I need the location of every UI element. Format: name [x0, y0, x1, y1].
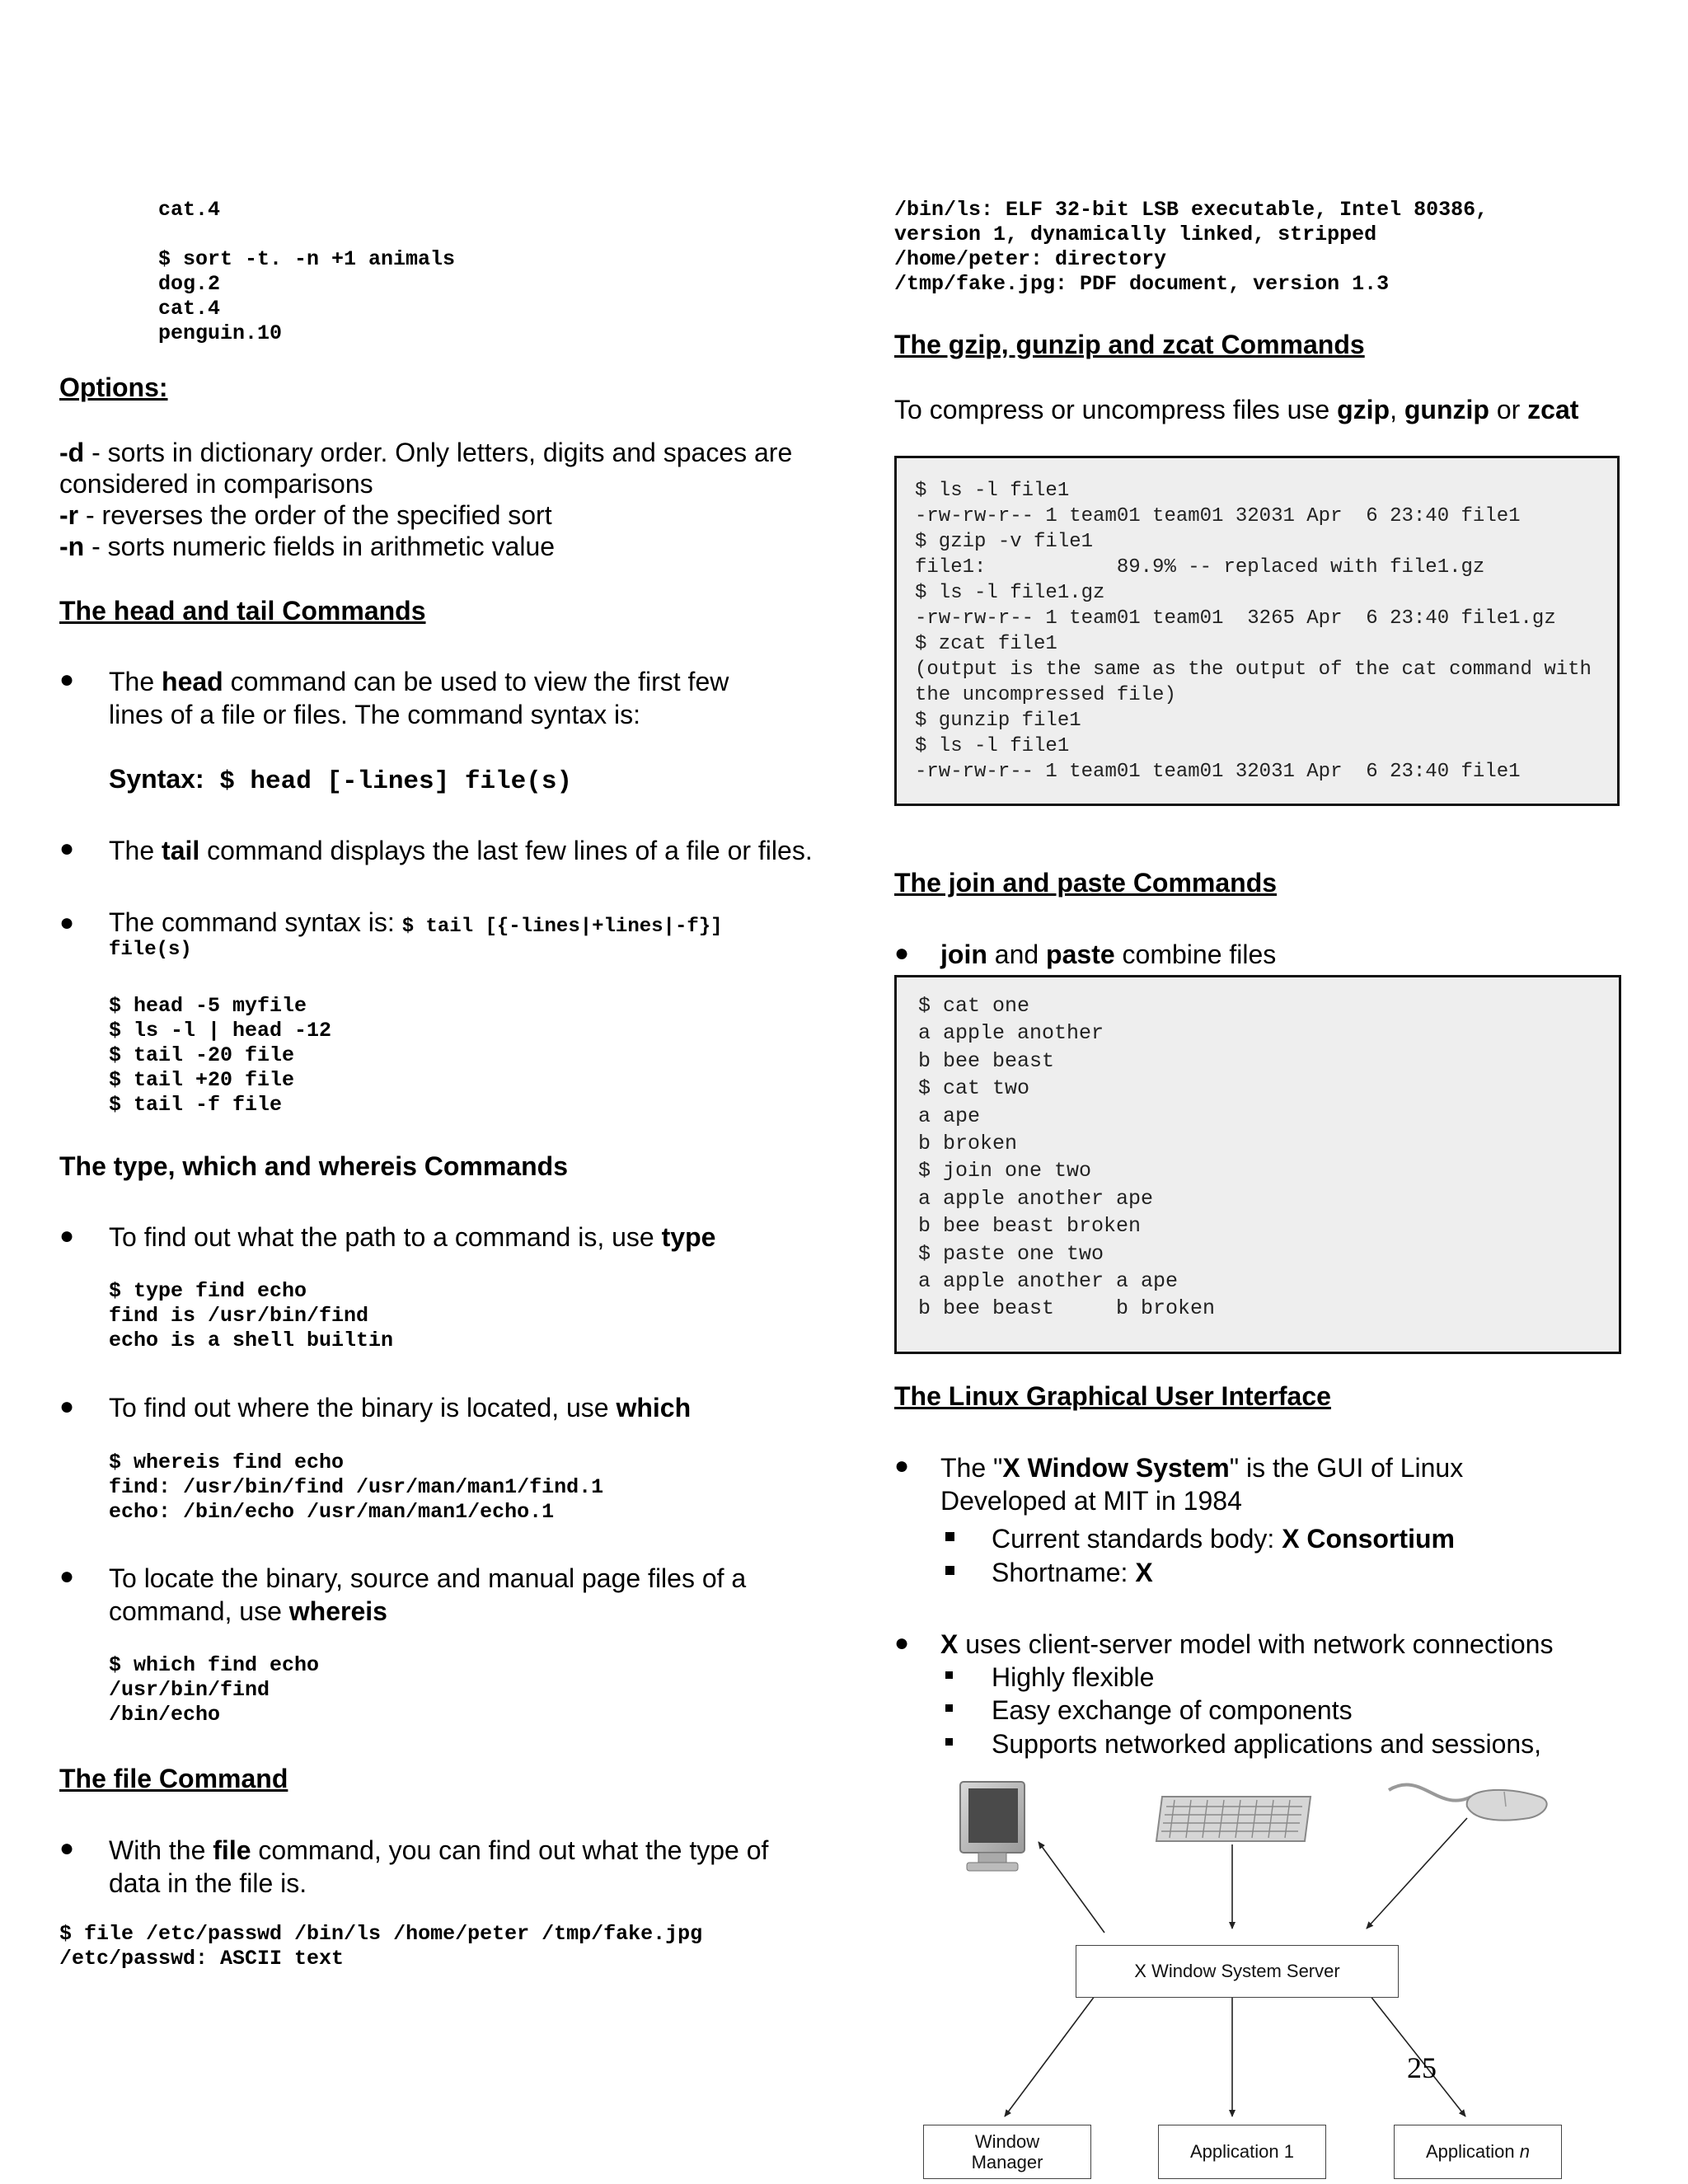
bullet-dot: ● — [59, 1393, 75, 1420]
application-n-box: Application n — [1394, 2125, 1562, 2179]
arrow-server-to-monitor — [1039, 1842, 1104, 1933]
file-output: /bin/ls: ELF 32-bit LSB executable, Intel 80386, version 1, dynamically linked, stripped /home/peter: directory /tmp/fake.jpg: PDF document, version 1.3 — [894, 198, 1489, 296]
options-list — [59, 437, 801, 562]
x-sub-2: Shortname: X — [992, 1558, 1153, 1587]
bullet-dot: ● — [894, 940, 910, 967]
sort-output-top: cat.4 — [158, 198, 221, 222]
bullet-dot: ● — [894, 1629, 910, 1657]
bullet-dot: ● — [59, 1835, 75, 1862]
options-heading: Options: — [59, 373, 168, 402]
type-bullet-text: To find out what the path to a command is, use type — [109, 1222, 716, 1252]
cs-sub-1: Highly flexible — [992, 1662, 1155, 1692]
tail-bullet-text: The tail command displays the last few lines of a file or files. — [109, 836, 813, 865]
square-bullet — [945, 1566, 954, 1575]
which-code: $ whereis find echo find: /usr/bin/find /usr/man/man1/find.1 echo: /bin/echo /usr/man/man1/echo.1 — [109, 1451, 604, 1524]
head-bullet-text: The head command can be used to view the first few lines of a file or files. The command syntax is: — [109, 667, 729, 729]
which-bullet-text: To find out where the binary is located, use which — [109, 1393, 692, 1422]
cs-bullet-text: X uses client-server model with network connections — [940, 1629, 1554, 1659]
gzip-code-box — [894, 456, 1620, 806]
option-d: -d - sorts in dictionary order. Only letters, digits and spaces are considered in comparisons — [59, 438, 793, 499]
application-1-box: Application 1 — [1158, 2125, 1326, 2179]
whereis-bullet-text: To locate the binary, source and manual page files of a command, use whereis — [109, 1563, 747, 1626]
x-sub-1: Current standards body: X Consortium — [992, 1524, 1455, 1554]
monitor-icon — [960, 1782, 1025, 1871]
join-heading: The join and paste Commands — [894, 868, 1278, 898]
tail-syntax-cont: file(s) — [109, 939, 192, 961]
head-syntax: Syntax: $ head [-lines] file(s) — [109, 764, 573, 796]
bullet-dot: ● — [59, 1222, 75, 1249]
tail-syntax-line: The command syntax is: $ tail [{-lines|+lines|-f}] — [109, 907, 723, 938]
square-bullet — [945, 1532, 954, 1541]
cs-sub-2: Easy exchange of components — [992, 1695, 1353, 1725]
head-tail-heading: The head and tail Commands — [59, 596, 426, 626]
gzip-code: $ ls -l file1 -rw-rw-r-- 1 team01 team01 32031 Apr 6 23:40 file1 $ gzip -v file1 file1: 89.9% -- replaced with file1.gz $ ls -l file1.gz -rw-rw-r-- 1 team01 team01 3265 Apr 6 23:40 file1.gz $ zcat file1 (output is the same as the output of the cat command with the uncompressed file) $ gunzip file1 $ ls -l file1 -rw-rw-r-- 1 team01 team01 32031 Apr 6 23:40 file1 — [915, 480, 1592, 783]
option-r: -r - reverses the order of the specified sort — [59, 500, 552, 530]
bullet-dot: ● — [894, 1452, 910, 1479]
join-code-box — [894, 975, 1621, 1354]
join-code: $ cat one a apple another b bee beast $ cat two a ape b broken $ join one two a apple another ape b bee beast broken $ paste one two a apple another a ape b bee beast b broken — [918, 994, 1216, 1321]
bullet-dot: ● — [59, 1563, 75, 1590]
sort-example-code: $ sort -t. -n +1 animals dog.2 cat.4 penguin.10 — [158, 247, 456, 345]
x-server-box: X Window System Server — [1076, 1945, 1399, 1998]
gzip-intro: To compress or uncompress files use gzip, gunzip or zcat — [894, 395, 1579, 424]
gui-heading: The Linux Graphical User Interface — [894, 1381, 1331, 1411]
whereis-code: $ which find echo /usr/bin/find /bin/echo — [109, 1653, 320, 1727]
page-number: 25 — [1407, 2051, 1437, 2084]
square-bullet — [945, 1738, 953, 1746]
bullet-dot: ● — [59, 909, 75, 936]
cs-sub-3: Supports networked applications and sessions, — [992, 1729, 1542, 1759]
file-bullet-text: With the file command, you can find out what the type of data in the file is. — [109, 1835, 769, 1898]
square-bullet — [945, 1704, 953, 1712]
join-bullet-text: join and paste combine files — [940, 940, 1277, 969]
bullet-dot: ● — [59, 666, 75, 693]
arrow-server-appn — [1357, 1980, 1465, 2116]
file-heading: The file Command — [59, 1764, 288, 1793]
square-bullet — [945, 1671, 953, 1679]
file-code: $ file /etc/passwd /bin/ls /home/peter /tmp/fake.jpg /etc/passwd: ASCII text — [59, 1922, 703, 1971]
mouse-icon — [1389, 1785, 1547, 1821]
window-manager-box: Window Manager — [923, 2125, 1091, 2179]
arrow-server-wm — [1005, 1980, 1107, 2116]
type-heading: The type, which and whereis Commands — [59, 1151, 569, 1181]
head-tail-examples: $ head -5 myfile $ ls -l | head -12 $ tail -20 file $ tail +20 file $ tail -f file — [109, 994, 332, 1117]
arrow-mouse-to-server — [1367, 1818, 1467, 1929]
gzip-heading: The gzip, gunzip and zcat Commands — [894, 330, 1365, 359]
bullet-dot: ● — [59, 835, 75, 862]
option-n: -n - sorts numeric fields in arithmetic value — [59, 532, 556, 561]
keyboard-icon — [1156, 1797, 1311, 1841]
x-bullet-text: The "X Window System" is the GUI of Linux Developed at MIT in 1984 — [940, 1453, 1464, 1516]
type-code: $ type find echo find is /usr/bin/find echo is a shell builtin — [109, 1279, 394, 1352]
